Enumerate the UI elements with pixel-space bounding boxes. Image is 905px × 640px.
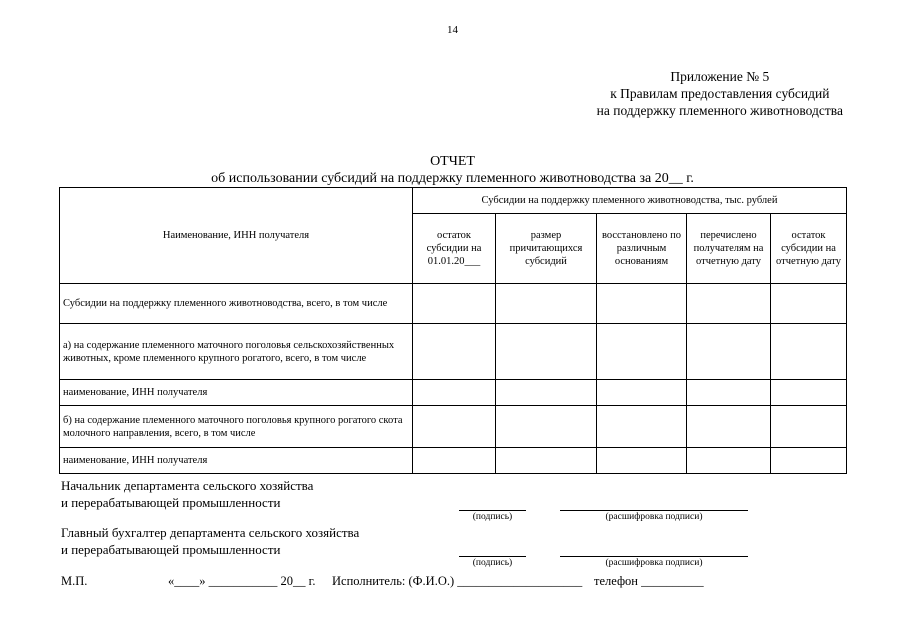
table-row <box>60 284 847 324</box>
row-label: наименование, ИНН получателя <box>60 448 413 474</box>
appendix-line-3: на поддержку племенного животноводства <box>596 103 843 118</box>
row-label: наименование, ИНН получателя <box>60 380 413 406</box>
head-title-line-2: и перерабатывающей промышленности <box>61 495 281 510</box>
page-number: 14 <box>447 24 458 36</box>
table-cell <box>413 406 496 448</box>
title-line-2: об использовании субсидий на поддержку племенного животноводства за 20__ г. <box>211 171 694 186</box>
table-row <box>60 324 847 380</box>
table-cell <box>771 448 847 474</box>
head-title-line-1: Начальник департамента сельского хозяйства <box>61 478 314 493</box>
head-signature-line <box>459 510 526 511</box>
table-cell <box>413 324 496 380</box>
table-header-row <box>60 188 847 214</box>
head-title <box>61 477 313 511</box>
table-cell <box>413 448 496 474</box>
row-label: Субсидии на поддержку племенного животноводства, всего, в том числе <box>60 284 413 324</box>
accountant-decoding-hint: (расшифровка подписи) <box>605 558 703 568</box>
appendix-header <box>597 68 843 119</box>
table-cell <box>413 284 496 324</box>
column-header-balance-start: остаток субсидии на 01.01.20___ <box>413 214 496 284</box>
accountant-signature-line <box>459 556 526 557</box>
executor-field: Исполнитель: (Ф.И.О.) ____________________ <box>332 574 583 588</box>
accountant-title-line-2: и перерабатывающей промышленности <box>61 542 281 557</box>
table-cell <box>413 380 496 406</box>
row-label: б) на содержание племенного маточного поголовья крупного рогатого скота молочного направления, всего, в том числе <box>60 406 413 448</box>
table-cell <box>687 324 771 380</box>
name-column-header: Наименование, ИНН получателя <box>60 188 413 284</box>
table-cell <box>496 448 597 474</box>
table-cell <box>496 380 597 406</box>
table-cell <box>597 380 687 406</box>
table-cell <box>771 380 847 406</box>
stamp-label: М.П. <box>61 574 88 588</box>
row-label: а) на содержание племенного маточного поголовья сельскохозяйственных животных, кроме племенного крупного рогатого, всего, в том числе <box>60 324 413 380</box>
table-cell <box>687 448 771 474</box>
table-cell <box>771 324 847 380</box>
date-field: «____» ___________ 20__ г. <box>168 574 316 588</box>
table-cell <box>496 284 597 324</box>
table-cell <box>687 406 771 448</box>
column-header-transferred: перечислено получателям на отчетную дату <box>687 214 771 284</box>
table-row <box>60 448 847 474</box>
column-header-restored: восстановлено по различным основаниям <box>597 214 687 284</box>
table-cell <box>496 324 597 380</box>
head-decoding-hint: (расшифровка подписи) <box>605 512 703 522</box>
subsidy-group-header: Субсидии на поддержку племенного животноводства, тыс. рублей <box>413 188 847 214</box>
table-cell <box>771 284 847 324</box>
table-cell <box>597 406 687 448</box>
appendix-line-1: Приложение № 5 <box>670 69 770 84</box>
column-header-balance-report: остаток субсидии на отчетную дату <box>771 214 847 284</box>
table-row <box>60 380 847 406</box>
column-header-due-amount: размер причитающихся субсидий <box>496 214 597 284</box>
accountant-title <box>61 524 359 558</box>
table-cell <box>597 324 687 380</box>
table-cell <box>597 284 687 324</box>
table-cell <box>771 406 847 448</box>
accountant-signature-hint: (подпись) <box>472 558 513 568</box>
appendix-line-2: к Правилам предоставления субсидий <box>610 86 830 101</box>
table-cell <box>687 380 771 406</box>
accountant-title-line-1: Главный бухгалтер департамента сельского хозяйства <box>61 525 360 540</box>
document-title <box>0 153 905 187</box>
table-cell <box>687 284 771 324</box>
table-row <box>60 406 847 448</box>
phone-field: телефон __________ <box>594 574 704 588</box>
report-table <box>59 187 847 474</box>
table-cell <box>597 448 687 474</box>
head-signature-hint: (подпись) <box>472 512 513 522</box>
accountant-decoding-line <box>560 556 748 557</box>
head-decoding-line <box>560 510 748 511</box>
table-cell <box>496 406 597 448</box>
title-line-1: ОТЧЕТ <box>430 154 475 169</box>
